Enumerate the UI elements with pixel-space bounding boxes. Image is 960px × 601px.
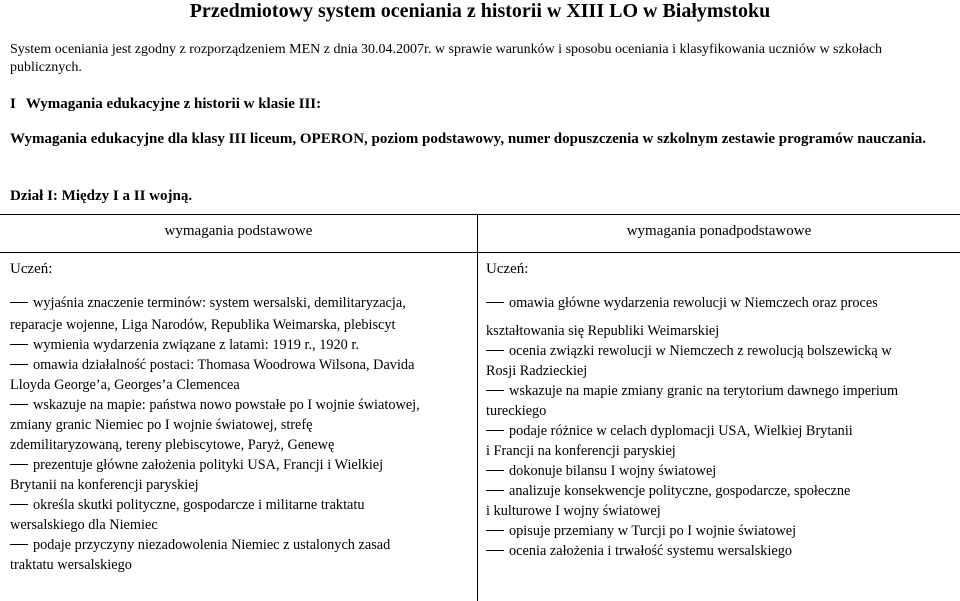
list-item-text: i kulturowe I wojny światowej [486,503,661,519]
dash-bullet-icon [486,430,504,431]
list-item-text: Rosji Radzieckiej [486,363,588,379]
list-item [486,541,956,561]
list-item [10,335,472,355]
list-item-text: prezentuje główne założenia polityki USA, Francji i Wielkiej [33,457,384,473]
list-item-text: ocenia związki rewolucji w Niemczech z rewolucją bolszewicką w [509,343,892,359]
list-item [486,381,956,401]
dash-bullet-icon [10,464,28,465]
dash-bullet-icon [10,302,28,303]
list-item [10,515,472,535]
list-item-text: opisuje przemiany w Turcji po I wojnie światowej [509,523,797,539]
header-basic: wymagania podstawowe [164,223,313,239]
dash-bullet-icon [486,302,504,303]
list-item [486,441,956,461]
list-item-text: określa skutki polityczne, gospodarcze i militarne traktatu [33,497,365,513]
list-item-text: wersalskiego dla Niemiec [10,517,158,533]
left-student-label: Uczeń: [10,261,53,277]
dash-bullet-icon [10,344,28,345]
section-text: Wymagania edukacyjne z historii w klasie III: [25,96,322,112]
list-item-text: tureckiego [486,403,547,419]
list-item [10,395,472,415]
header-advanced: wymagania ponadpodstawowe [626,223,812,239]
list-item-text: omawia główne wydarzenia rewolucji w Niemczech oraz proces [509,295,878,311]
dash-bullet-icon [10,504,28,505]
list-item-text: traktatu wersalskiego [10,557,132,573]
list-item [486,321,956,341]
list-item [10,293,472,313]
list-item-text: dokonuje bilansu I wojny światowej [509,463,717,479]
dash-bullet-icon [486,550,504,551]
dash-bullet-icon [10,364,28,365]
list-item-text: reparacje wojenne, Liga Narodów, Republika Weimarska, plebiscyt [10,317,396,333]
list-item [486,521,956,541]
list-item-text: zdemilitaryzowaną, tereny plebiscytowe, Paryż, Genewę [10,437,335,453]
section-heading [10,95,321,113]
list-item-text: Brytanii na konferencji paryskiej [10,477,199,493]
table-top-border [0,214,960,215]
list-item [10,555,472,575]
basic-requirements-list [10,293,472,575]
requirements-table [0,214,960,601]
intro-paragraph: System oceniania jest zgodny z rozporządzeniem MEN z dnia 30.04.2007r. w sprawie warunków i sposobu oceniania i klasyfikowania uczniów w szkołach publicznych. [10,42,883,75]
list-item-text: ocenia założenia i trwałość systemu wersalskiego [509,543,793,559]
list-item-text: podaje różnice w celach dyplomacji USA, Wielkiej Brytanii [509,423,853,439]
advanced-requirements-list [486,293,956,561]
dash-bullet-icon [10,404,28,405]
header-bottom-border [0,252,960,253]
list-item [10,475,472,495]
list-item [10,375,472,395]
list-item [10,495,472,515]
list-item [486,501,956,521]
list-item-text: kształtowania się Republiki Weimarskiej [486,323,720,339]
list-item [10,535,472,555]
list-item-text: zmiany granic Niemiec po I wojnie światowej, strefę [10,417,313,433]
list-item [10,435,472,455]
list-item-text: wskazuje na mapie zmiany granic na terytorium dawnego imperium [509,383,899,399]
list-item-text: wymienia wydarzenia związane z latami: 1919 r., 1920 r. [33,337,359,353]
dash-bullet-icon [486,390,504,391]
list-item [486,293,956,313]
requirements-paragraph: Wymagania edukacyjne dla klasy III liceum, OPERON, poziom podstawowy, numer dopuszczenia w szkolnym zestawie programów nauczania. [10,131,927,147]
list-item-text: i Francji na konferencji paryskiej [486,443,676,459]
section-numeral: I [10,96,16,112]
dash-bullet-icon [486,470,504,471]
dash-bullet-icon [10,544,28,545]
list-item [486,341,956,361]
column-divider [477,214,478,601]
list-item [10,315,472,335]
list-item [10,415,472,435]
list-item-text: wyjaśnia znaczenie terminów: system wersalski, demilitaryzacja, [33,295,406,311]
list-item-text: Lloyda George’a, Georges’a Clemencea [10,377,240,393]
list-item [10,355,472,375]
list-item [486,461,956,481]
list-item [486,481,956,501]
list-item-text: wskazuje na mapie: państwa nowo powstałe po I wojnie światowej, [33,397,420,413]
dash-bullet-icon [486,530,504,531]
dash-bullet-icon [486,490,504,491]
right-student-label: Uczeń: [486,261,529,277]
list-item [486,361,956,381]
page-title: Przedmiotowy system oceniania z historii w XIII LO w Białymstoku [189,0,771,22]
list-item [10,455,472,475]
list-item-text: omawia działalność postaci: Thomasa Woodrowa Wilsona, Davida [33,357,415,373]
unit-heading: Dział I: Między I a II wojną. [10,188,193,204]
list-item-text: analizuje konsekwencje polityczne, gospodarcze, społeczne [509,483,851,499]
list-item [486,421,956,441]
list-item [486,401,956,421]
list-item-text: podaje przyczyny niezadowolenia Niemiec z ustalonych zasad [33,537,391,553]
dash-bullet-icon [486,350,504,351]
